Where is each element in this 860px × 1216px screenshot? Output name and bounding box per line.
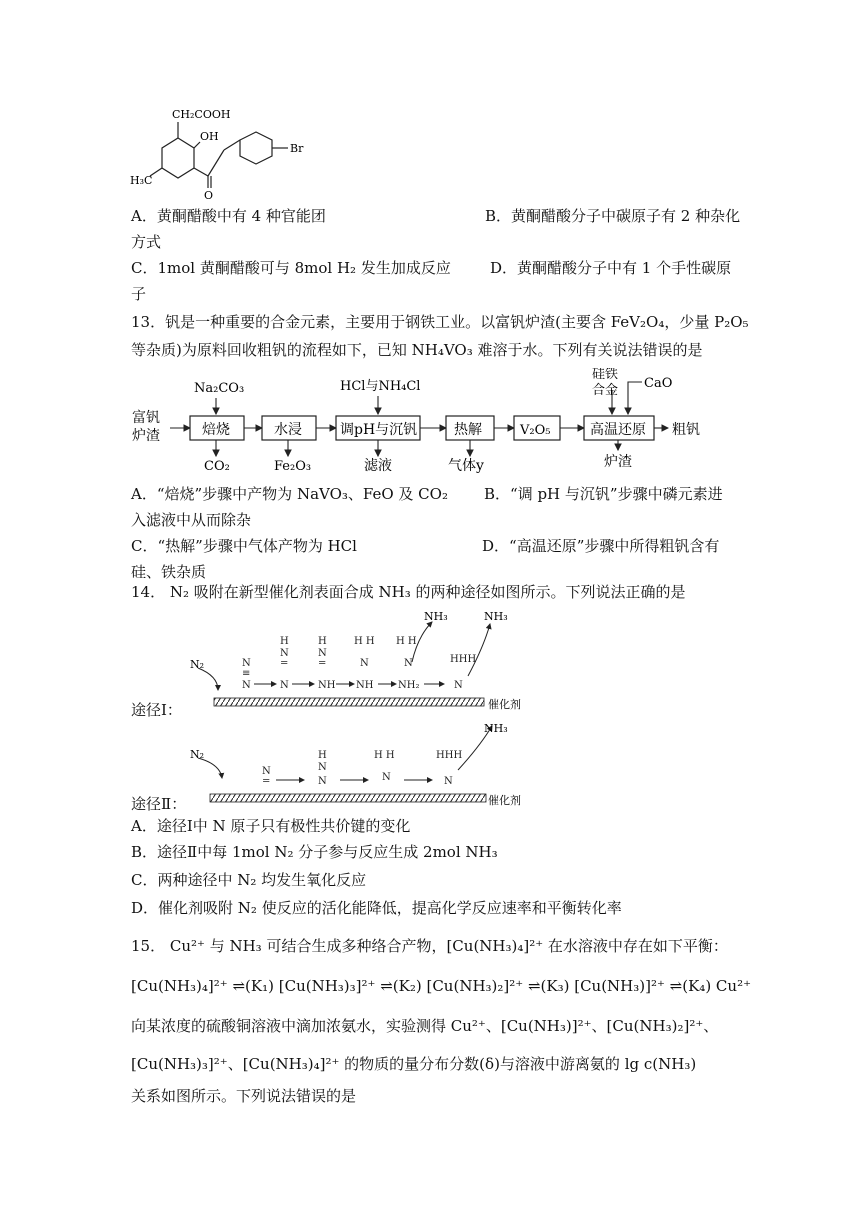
q12-option-b: B．黄酮醋酸分子中碳原子有 2 种杂化 — [485, 207, 741, 225]
svg-text:N: N — [280, 680, 289, 691]
q13-stem: 13．钒是一种重要的合金元素，主要用于钢铁工业。以富钒炉渣(主要含 FeV₂O₄，少量 P₂O₅ — [131, 313, 749, 331]
svg-text:=: = — [280, 658, 289, 669]
flow-step-reduction: 高温还原 — [590, 422, 646, 438]
svg-text:=: = — [262, 776, 271, 787]
svg-text:NH₂: NH₂ — [398, 680, 420, 691]
svg-text:N: N — [318, 762, 327, 773]
svg-text:N: N — [318, 648, 327, 659]
route1-nh3-a: NH₃ — [424, 610, 448, 623]
n2-pathway-diagram — [128, 606, 548, 810]
flow-reagent-na2co3: Na₂CO₃ — [194, 381, 245, 396]
oh-label: OH — [200, 130, 219, 143]
svg-text:N: N — [444, 776, 453, 787]
flow-input-line1: 富钒 — [132, 410, 160, 426]
svg-text:N: N — [454, 680, 463, 691]
flow-step-v2o5: V₂O₅ — [520, 423, 551, 438]
q13-option-d-cont: 硅、铁杂质 — [131, 563, 207, 581]
q12-option-d-cont: 子 — [131, 285, 147, 303]
carbonyl-o-label: O — [204, 189, 214, 200]
q13-option-a: A．“焙烧”步骤中产物为 NaVO₃、FeO 及 CO₂ — [131, 485, 448, 503]
flow-step-ph: 调pH与沉钒 — [340, 422, 418, 438]
q15-stem-cont3: 关系如图所示。下列说法错误的是 — [131, 1087, 357, 1105]
q12-option-c: C．1mol 黄酮醋酸可与 8mol H₂ 发生加成反应 — [131, 259, 451, 277]
flow-out-filtrate: 滤液 — [364, 458, 392, 474]
vanadium-flow-chart — [128, 368, 728, 480]
q15-stem-cont2: [Cu(NH₃)₃]²⁺、[Cu(NH₃)₄]²⁺ 的物质的量分布分数(δ)与溶液中游离氨的 lg c(NH₃) — [131, 1055, 697, 1073]
route1-nh3-b: NH₃ — [484, 610, 508, 623]
q15-equilibrium: [Cu(NH₃)₄]²⁺ ⇌(K₁) [Cu(NH₃)₃]²⁺ ⇌(K₂) [Cu(NH₃)₂]²⁺ ⇌(K₃) [Cu(NH₃)]²⁺ ⇌(K₄) Cu²⁺ — [131, 977, 752, 995]
flow-reagent-sife-1: 硅铁 — [592, 368, 619, 382]
q14-stem: 14． N₂ 吸附在新型催化剂表面合成 NH₃ 的两种途径如图所示。下列说法正确的是 — [131, 583, 686, 601]
h3c-label: H₃C — [130, 174, 153, 187]
q12-option-d: D．黄酮醋酸分子中有 1 个手性碳原 — [490, 259, 732, 277]
q13-option-d: D．“高温还原”步骤中所得粗钒含有 — [482, 537, 720, 555]
svg-text:N: N — [318, 776, 327, 787]
q14-option-b: B．途径Ⅱ中每 1mol N₂ 分子参与反应生成 2mol NH₃ — [131, 843, 498, 861]
q15-stem-cont1: 向某浓度的硫酸铜溶液中滴加浓氨水，实验测得 Cu²⁺、[Cu(NH₃)]²⁺、[Cu(NH₃)₂]²⁺、 — [131, 1017, 719, 1035]
route2-label: 途径Ⅱ： — [131, 795, 187, 813]
svg-text:H: H — [280, 636, 289, 647]
flow-out-co2: CO₂ — [204, 459, 230, 474]
q14-option-a: A．途径Ⅰ中 N 原子只有极性共价键的变化 — [131, 817, 411, 835]
route2-catalyst: 催化剂 — [488, 794, 521, 807]
svg-text:N: N — [404, 658, 413, 669]
q14-option-c: C．两种途径中 N₂ 均发生氧化反应 — [131, 871, 367, 889]
svg-text:N: N — [280, 648, 289, 659]
route1-catalyst: 催化剂 — [488, 698, 521, 711]
flow-reagent-cao: CaO — [644, 376, 673, 391]
flow-out-gas: 气体y — [448, 458, 484, 474]
q12-option-b-cont: 方式 — [131, 233, 162, 251]
svg-text:HHH: HHH — [436, 750, 463, 761]
svg-text:H: H — [318, 750, 327, 761]
flow-step-pyrolysis: 热解 — [454, 422, 482, 438]
flow-product: 粗钒 — [672, 422, 700, 438]
q13-stem-cont: 等杂质)为原料回收粗钒的流程如下，已知 NH₄VO₃ 难溶于水。下列有关说法错误的是 — [131, 341, 703, 359]
flow-reagent-hcl: HCl与NH₄Cl — [340, 379, 421, 394]
svg-text:H H: H H — [374, 750, 395, 761]
svg-text:N: N — [242, 680, 251, 691]
svg-text:N: N — [242, 658, 251, 669]
svg-text:HHH: HHH — [450, 654, 477, 665]
svg-text:NH: NH — [356, 680, 374, 691]
svg-text:NH: NH — [318, 680, 336, 691]
flow-input-line2: 炉渣 — [132, 428, 160, 444]
svg-text:N: N — [360, 658, 369, 669]
q14-option-d: D．催化剂吸附 N₂ 使反应的活化能降低，提高化学反应速率和平衡转化率 — [131, 899, 622, 917]
svg-text:N: N — [262, 766, 271, 777]
flow-step-roast: 焙烧 — [202, 422, 230, 438]
svg-text:H: H — [318, 636, 327, 647]
q15-stem: 15． Cu²⁺ 与 NH₃ 可结合生成多种络合产物，[Cu(NH₃)₄]²⁺ 在水溶液中存在如下平衡： — [131, 937, 728, 955]
route2-nh3: NH₃ — [484, 722, 508, 735]
flow-out-fe2o3: Fe₂O₃ — [274, 459, 312, 474]
q12-option-a: A．黄酮醋酸中有 4 种官能团 — [131, 207, 326, 225]
svg-text:H H: H H — [354, 636, 375, 647]
svg-text:H H: H H — [396, 636, 417, 647]
flow-reagent-sife-2: 合金 — [592, 383, 619, 398]
q13-option-b: B．“调 pH 与沉钒”步骤中磷元素进 — [484, 485, 723, 503]
ch2cooh-label: CH₂COOH — [172, 108, 231, 121]
q13-option-b-cont: 入滤液中从而除杂 — [131, 511, 252, 529]
br-label: Br — [290, 142, 304, 155]
flavone-acetic-acid-structure — [128, 104, 328, 200]
route1-n2-label: N₂ — [190, 658, 205, 671]
svg-text:=: = — [318, 658, 327, 669]
q13-option-c: C．“热解”步骤中气体产物为 HCl — [131, 537, 357, 555]
route1-label: 途径Ⅰ： — [131, 701, 182, 719]
flow-step-leach: 水浸 — [274, 422, 302, 438]
route2-n2-label: N₂ — [190, 748, 205, 761]
svg-text:≡: ≡ — [242, 668, 251, 679]
flow-out-slag: 炉渣 — [604, 454, 632, 470]
svg-text:N: N — [382, 772, 391, 783]
